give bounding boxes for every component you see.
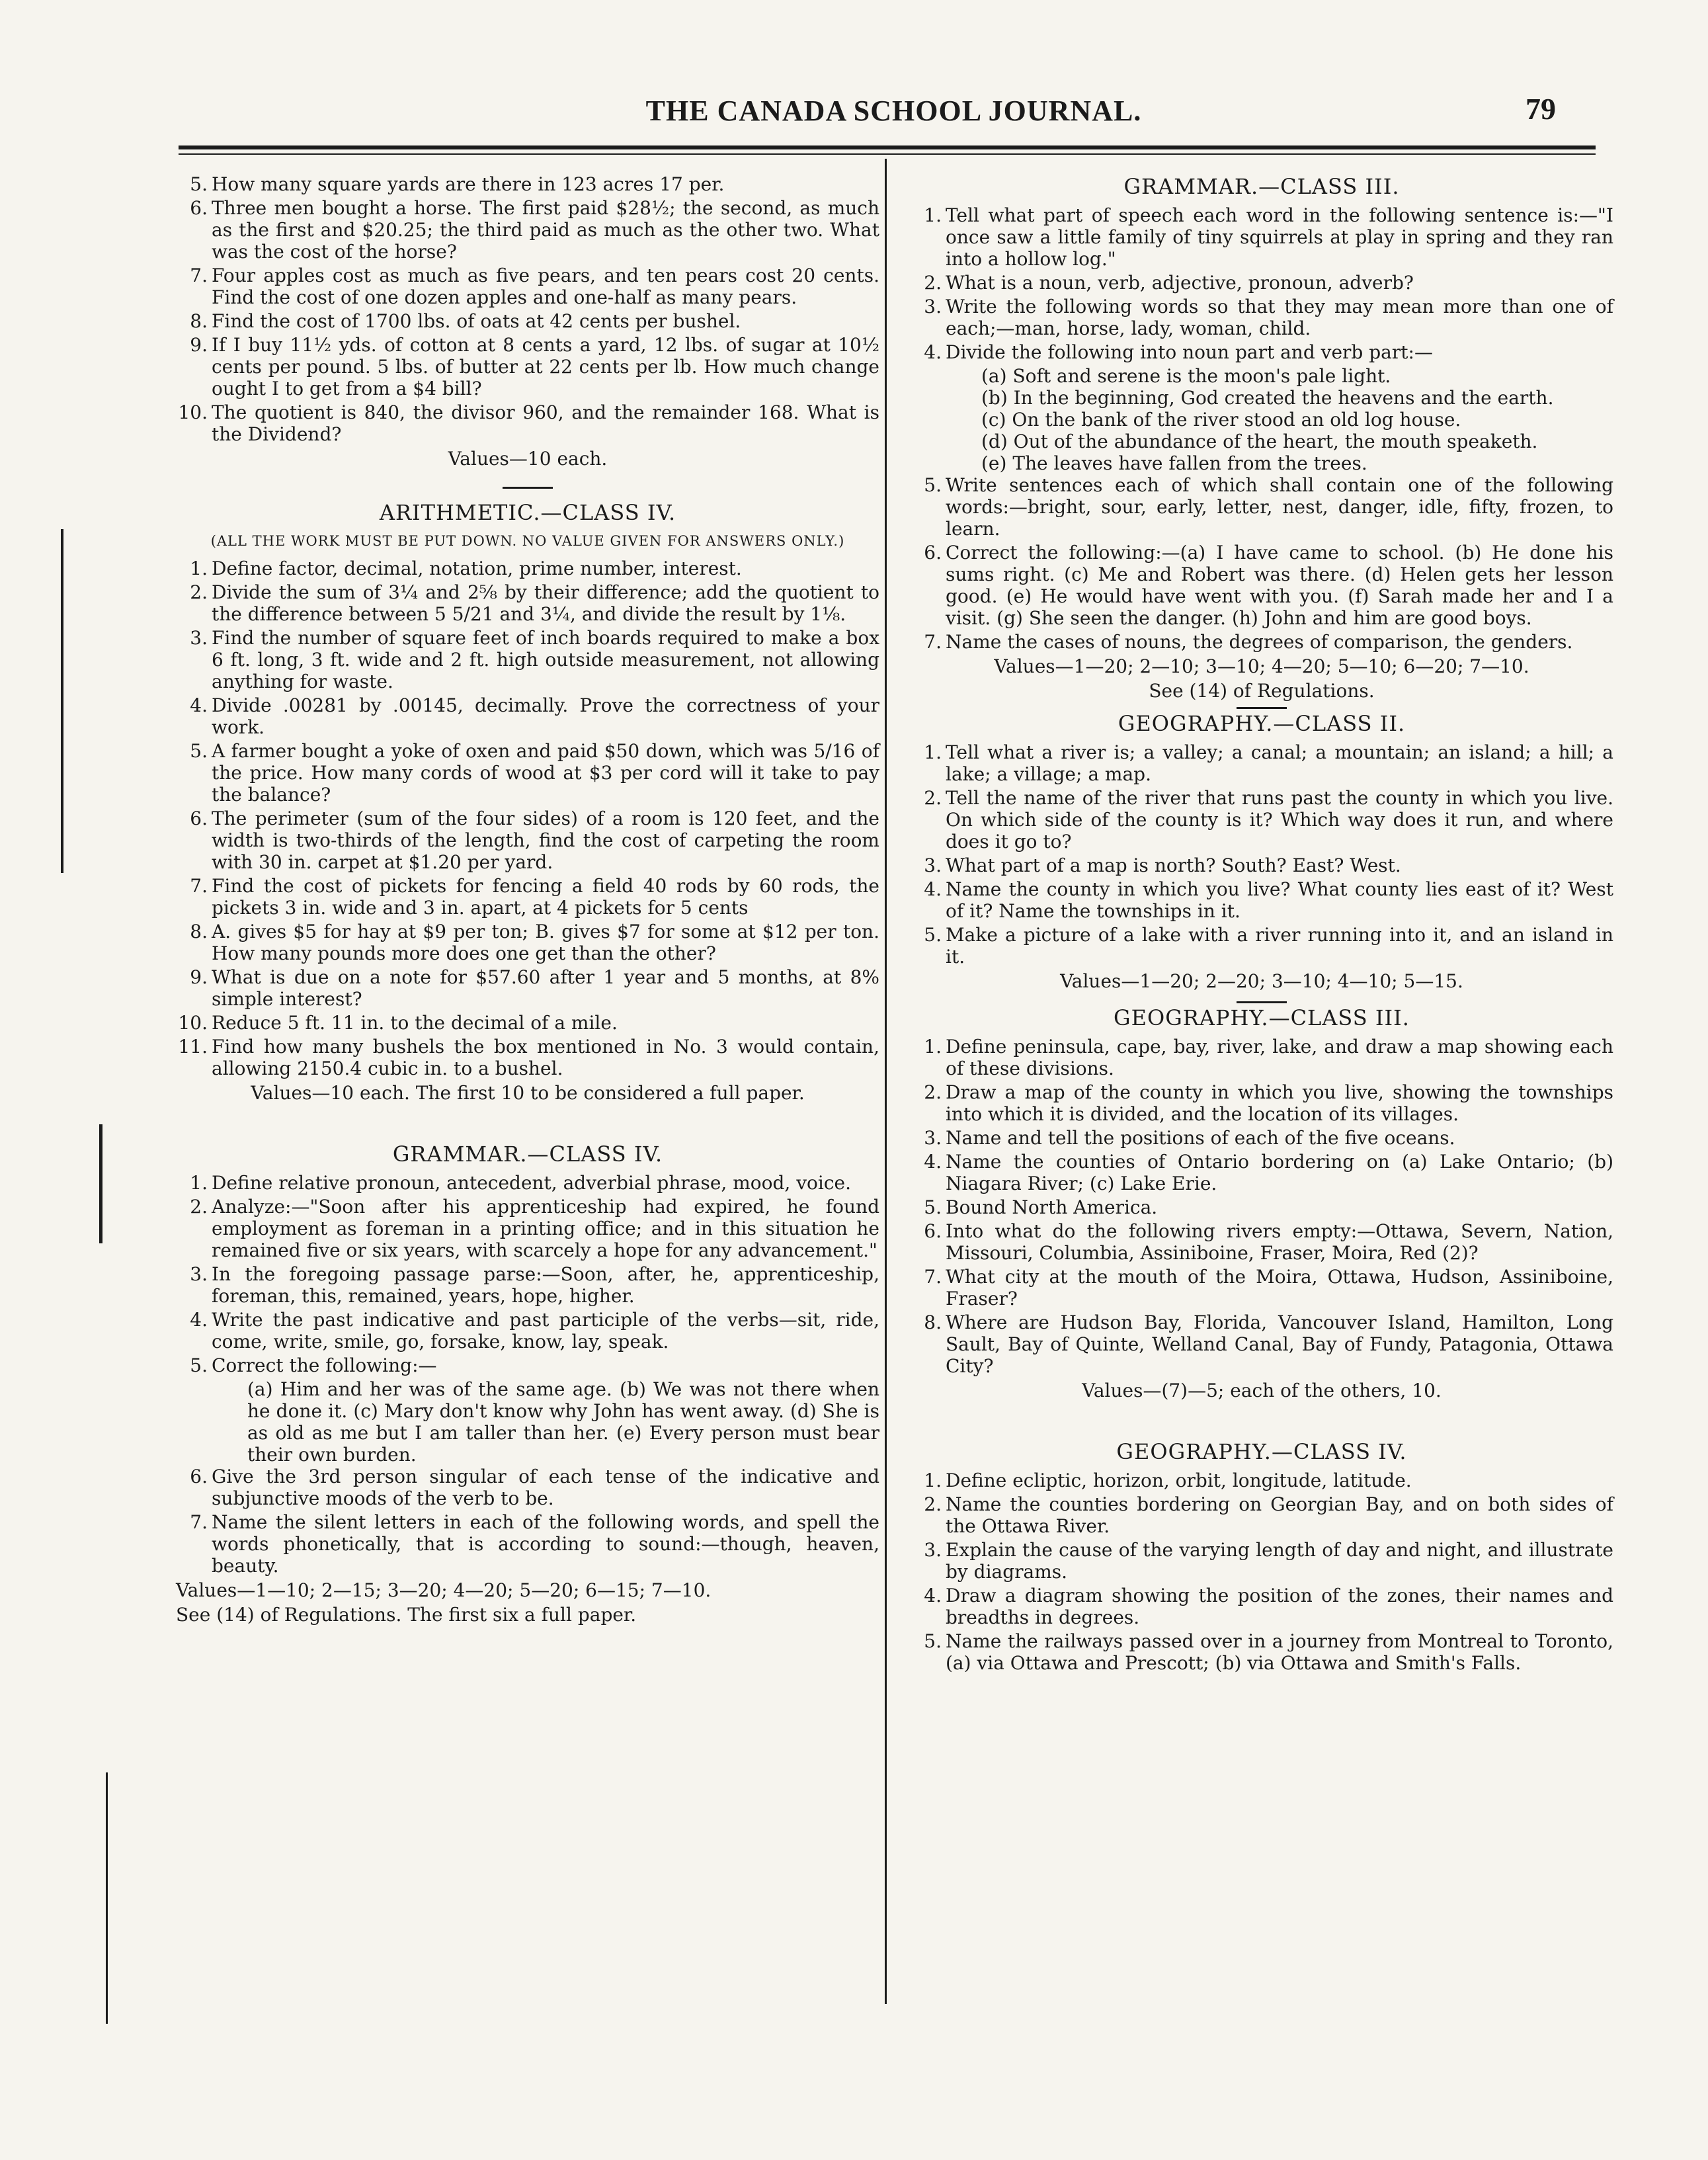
- question: [176, 627, 879, 692]
- question-subparts: (a) Him and her was of the same age. (b) We was not there when he done it. (c) Mary don't know why John has went away. (d) She is as old as me but I am taller than her. (e) Every person must bear their own burden.: [247, 1378, 879, 1466]
- question-number: 4.: [924, 341, 942, 363]
- question-number: 11.: [178, 1036, 208, 1058]
- question-text: Define ecliptic, horizon, orbit, longitude, latitude.: [946, 1470, 1412, 1491]
- question-number: 1.: [924, 204, 942, 226]
- question-number: 1.: [924, 1470, 942, 1491]
- question: [176, 740, 879, 806]
- question: [910, 1493, 1613, 1537]
- section-separator: [503, 487, 553, 489]
- question-text: Name the county in which you live? What county lies east of it? West of it? Name the townships in it.: [946, 878, 1613, 922]
- intro-questions: [176, 173, 879, 470]
- question-number: 7.: [924, 1266, 942, 1288]
- section-grammar-iii: [910, 176, 1613, 702]
- question-text: Define relative pronoun, antecedent, adverbial phrase, mood, voice.: [212, 1172, 851, 1194]
- question-text: Explain the cause of the varying length of day and night, and illustrate by diagrams.: [946, 1539, 1613, 1583]
- section-separator: [1237, 1001, 1287, 1003]
- question-text: In the foregoing passage parse:—Soon, after, he, apprenticeship, foreman, this, remained, years, hope, higher.: [212, 1263, 879, 1307]
- question-text: Name and tell the positions of each of the five oceans.: [946, 1127, 1455, 1149]
- question-number: 8.: [924, 1311, 942, 1333]
- question-number: 1.: [924, 741, 942, 763]
- values-line: Values—10 each. The first 10 to be considered a full paper.: [251, 1082, 805, 1104]
- question-text: Write the past indicative and past participle of the verbs—sit, ride, come, write, smile, go, forsake, know, lay, speak.: [212, 1309, 879, 1352]
- question: [910, 787, 1613, 852]
- question-subpart: (b) In the beginning, God created the heavens and the earth.: [981, 387, 1554, 409]
- question-number: 2.: [924, 1081, 942, 1103]
- question: [176, 265, 879, 308]
- question-text: Three men bought a horse. The first paid $28½; the second, as much as the first and $20.25; the third paid as much as the other two. What was the cost of the horse?: [212, 197, 879, 263]
- question: [910, 924, 1613, 968]
- journal-title: THE CANADA SCHOOL JOURNAL.: [645, 95, 1142, 127]
- question-text: Give the 3rd person singular of each tense of the indicative and subjunctive moods of the verb to be.: [212, 1466, 879, 1509]
- question-text: Define peninsula, cape, bay, river, lake, and draw a map showing each of these divisions.: [946, 1036, 1613, 1079]
- page-header: [179, 79, 1609, 139]
- question: [910, 1127, 1613, 1149]
- question-number: 3.: [924, 296, 942, 317]
- section-title: GEOGRAPHY.—CLASS III.: [1114, 1005, 1410, 1030]
- question-number: 3.: [924, 854, 942, 876]
- question-text: Write sentences each of which shall contain one of the following words:—bright, sour, early, letter, nest, danger, idle, fifty, frozen, to learn.: [946, 474, 1613, 540]
- section-separator: [1237, 707, 1287, 709]
- scan-mark: [99, 1124, 102, 1243]
- question: [910, 631, 1613, 653]
- question: [176, 966, 879, 1010]
- question-number: 7.: [190, 1511, 208, 1533]
- question-number: 2.: [924, 272, 942, 294]
- question-text: The perimeter (sum of the four sides) of a room is 120 feet, and the width is two-thirds of the length, find the cost of carpeting the room with 30 in. carpet at $1.20 per yard.: [212, 808, 879, 873]
- question-text: Reduce 5 ft. 11 in. to the decimal of a mile.: [212, 1012, 618, 1034]
- question: [176, 334, 879, 399]
- question-number: 3.: [924, 1127, 942, 1149]
- question-subpart: (a) Soft and serene is the moon's pale light.: [981, 365, 1391, 387]
- question-text: Where are Hudson Bay, Florida, Vancouver Island, Hamilton, Long Sault, Bay of Quinte, Welland Canal, Bay of Fundy, Patagonia, Ottawa City?: [946, 1311, 1613, 1377]
- question-text: What is due on a note for $57.60 after 1 year and 5 months, at 8% simple interest?: [212, 966, 879, 1010]
- section-geography-iii: [910, 1007, 1613, 1401]
- question-subpart: (d) Out of the abundance of the heart, the mouth speaketh.: [981, 431, 1538, 452]
- question: [910, 1470, 1613, 1491]
- question: [176, 558, 879, 579]
- question: [910, 296, 1613, 339]
- question-text: Bound North America.: [946, 1196, 1158, 1218]
- question-text: Find the cost of 1700 lbs. of oats at 42 cents per bushel.: [212, 310, 741, 332]
- section-title: GEOGRAPHY.—CLASS II.: [1118, 711, 1406, 736]
- question-number: 6.: [924, 1220, 942, 1242]
- question-number: 8.: [190, 310, 208, 332]
- scan-mark: [61, 529, 63, 873]
- question-number: 7.: [190, 265, 208, 286]
- question-text: Correct the following:—(a) I have came to school. (b) He done his sums right. (c) Me and Robert was there. (d) Helen gets her lesson good. (e) He would have went with you. (f) Sarah made her and I a visit. (g) She seen the danger. (h) John and him are good boys.: [946, 542, 1613, 629]
- question: [910, 1266, 1613, 1309]
- header-rule-thin: [179, 153, 1596, 155]
- question-text: Find the cost of pickets for fencing a field 40 rods by 60 rods, the pickets 3 in. wide and 3 in. apart, at 4 pickets for 5 cents: [212, 875, 879, 919]
- question: [910, 474, 1613, 540]
- page-number: 79: [1525, 92, 1556, 126]
- question: [910, 1539, 1613, 1583]
- question-number: 5.: [924, 474, 942, 496]
- question: [910, 1081, 1613, 1125]
- question-number: 7.: [924, 631, 942, 653]
- section-arithmetic-iv: [176, 502, 879, 1104]
- question-number: 4.: [924, 878, 942, 900]
- question: [176, 401, 879, 445]
- question-text: Name the counties bordering on Georgian Bay, and on both sides of the Ottawa River.: [946, 1493, 1613, 1537]
- question-number: 3.: [924, 1539, 942, 1561]
- question: [910, 341, 1613, 363]
- question-number: 4.: [190, 1309, 208, 1331]
- section-title: ARITHMETIC.—CLASS IV.: [379, 500, 676, 525]
- question-text: Find how many bushels the box mentioned in No. 3 would contain, allowing 2150.4 cubic in. to a bushel.: [212, 1036, 879, 1079]
- question: [176, 581, 879, 625]
- question: [176, 875, 879, 919]
- question: [910, 741, 1613, 785]
- values-note: See (14) of Regulations.: [1149, 680, 1375, 702]
- question-number: 5.: [190, 173, 208, 195]
- question-number: 8.: [190, 921, 208, 942]
- question-number: 10.: [178, 401, 208, 423]
- question-text: Define factor, decimal, notation, prime number, interest.: [212, 558, 742, 579]
- question-number: 9.: [190, 966, 208, 988]
- question-text: Tell the name of the river that runs past the county in which you live. On which side of the county is it? Which way does it run, and where does it go to?: [946, 787, 1613, 852]
- question-number: 2.: [190, 1196, 208, 1218]
- question-number: 6.: [924, 542, 942, 563]
- question-text: Tell what a river is; a valley; a canal; a mountain; an island; a hill; a lake; a village; a map.: [946, 741, 1613, 785]
- question: [910, 1585, 1613, 1628]
- question: [910, 1311, 1613, 1377]
- question: [176, 1309, 879, 1352]
- question: [910, 542, 1613, 629]
- question-text: Name the silent letters in each of the following words, and spell the words phonetically, that is according to sound:—though, heaven, beauty.: [212, 1511, 879, 1577]
- question: [176, 310, 879, 332]
- section-geography-ii: [910, 713, 1613, 992]
- section-title: GRAMMAR.—CLASS III.: [1123, 174, 1400, 199]
- question-number: 5.: [190, 740, 208, 762]
- question-text: The quotient is 840, the divisor 960, and the remainder 168. What is the Dividend?: [212, 401, 879, 445]
- question-text: Write the following words so that they may mean more than one of each;—man, horse, lady, woman, child.: [946, 296, 1613, 339]
- question-text: Divide the sum of 3¼ and 2⅝ by their difference; add the quotient to the difference between 5 5/21 and 3¼, and divide the result by 1⅛.: [212, 581, 879, 625]
- question-text: How many square yards are there in 123 acres 17 per.: [212, 173, 725, 195]
- question-text: Divide .00281 by .00145, decimally. Prove the correctness of your work.: [212, 694, 879, 738]
- question-text: Find the number of square feet of inch boards required to make a box 6 ft. long, 3 ft. wide and 2 ft. high outside measurement, not allowing anything for waste.: [212, 627, 879, 692]
- header-rule: [179, 145, 1596, 149]
- question: [910, 1036, 1613, 1079]
- section-title: GRAMMAR.—CLASS IV.: [392, 1142, 663, 1167]
- question-text: Analyze:—"Soon after his apprenticeship had expired, he found employment as foreman in a printing office; and in this situation he remained five or six years, with scarcely a hope for any advancement.": [212, 1196, 879, 1261]
- question: [910, 854, 1613, 876]
- question-text: A farmer bought a yoke of oxen and paid $50 down, which was 5/16 of the price. How many cords of wood at $3 per cord will it take to pay the balance?: [212, 740, 879, 806]
- section-note: (ALL THE WORK MUST BE PUT DOWN. NO VALUE GIVEN FOR ANSWERS ONLY.): [210, 533, 845, 549]
- question-number: 5.: [924, 924, 942, 946]
- column-divider: [885, 159, 887, 2004]
- question-number: 1.: [190, 558, 208, 579]
- question-text: What part of a map is north? South? East? West.: [946, 854, 1401, 876]
- question-text: A. gives $5 for hay at $9 per ton; B. gives $7 for some at $12 per ton. How many pounds more does one get than the other?: [212, 921, 879, 964]
- question: [910, 1196, 1613, 1218]
- question-number: 1.: [190, 1172, 208, 1194]
- left-column: [176, 173, 879, 1626]
- question: [176, 1012, 879, 1034]
- question-number: 2.: [190, 581, 208, 603]
- values-line: Values—1—20; 2—10; 3—10; 4—20; 5—10; 6—20; 7—10.: [994, 655, 1529, 677]
- question: [176, 1466, 879, 1509]
- values-line: Values—(7)—5; each of the others, 10.: [1082, 1380, 1442, 1401]
- question: [176, 1196, 879, 1261]
- values-line: Values—10 each.: [448, 448, 608, 470]
- question-text: Into what do the following rivers empty:—Ottawa, Severn, Nation, Missouri, Columbia, Assiniboine, Fraser, Moira, Red (2)?: [946, 1220, 1613, 1264]
- question-text: What city at the mouth of the Moira, Ottawa, Hudson, Assiniboine, Fraser?: [946, 1266, 1613, 1309]
- question-text: Name the counties of Ontario bordering on (a) Lake Ontario; (b) Niagara River; (c) Lake Erie.: [946, 1151, 1613, 1194]
- question-text: Name the railways passed over in a journey from Montreal to Toronto, (a) via Ottawa and Prescott; (b) via Ottawa and Smith's Falls.: [946, 1630, 1613, 1674]
- section-geography-iv: [910, 1441, 1613, 1674]
- values-note: See (14) of Regulations. The first six a full paper.: [176, 1604, 637, 1626]
- question-text: Make a picture of a lake with a river running into it, and an island in it.: [946, 924, 1613, 968]
- spacer: [176, 1104, 879, 1129]
- question-number: 4.: [924, 1151, 942, 1173]
- question: [176, 173, 879, 195]
- question: [176, 1172, 879, 1194]
- question-number: 6.: [190, 197, 208, 219]
- question: [910, 204, 1613, 270]
- section-title: GEOGRAPHY.—CLASS IV.: [1116, 1439, 1407, 1464]
- question-number: 4.: [190, 694, 208, 716]
- question: [176, 1263, 879, 1307]
- question-number: 4.: [924, 1585, 942, 1606]
- question-number: 7.: [190, 875, 208, 897]
- question: [910, 1151, 1613, 1194]
- question-text: If I buy 11½ yds. of cotton at 8 cents a yard, 12 lbs. of sugar at 10½ cents per pound. 5 lbs. of butter at 22 cents per lb. How much change ought I to get from a $4 bill?: [212, 334, 879, 399]
- question: [176, 694, 879, 738]
- question: [910, 1630, 1613, 1674]
- question-number: 10.: [178, 1012, 208, 1034]
- question-number: 2.: [924, 1493, 942, 1515]
- question-text: Draw a diagram showing the position of the zones, their names and breadths in degrees.: [946, 1585, 1613, 1628]
- values-line: Values—1—20; 2—20; 3—10; 4—10; 5—15.: [1060, 970, 1463, 992]
- values-line: Values—1—10; 2—15; 3—20; 4—20; 5—20; 6—15; 7—10.: [176, 1579, 712, 1601]
- question-number: 9.: [190, 334, 208, 356]
- question-subpart: (c) On the bank of the river stood an old log house.: [981, 409, 1461, 431]
- scan-mark: [106, 1772, 108, 2024]
- question-text: Draw a map of the county in which you live, showing the townships into which it is divided, and the location of its villages.: [946, 1081, 1613, 1125]
- question-number: 5.: [924, 1630, 942, 1652]
- question: [176, 1511, 879, 1577]
- question: [910, 1220, 1613, 1264]
- question-number: 5.: [190, 1354, 208, 1376]
- spacer: [910, 1401, 1613, 1427]
- question-number: 3.: [190, 1263, 208, 1285]
- question-text: Four apples cost as much as five pears, and ten pears cost 20 cents. Find the cost of one dozen apples and one-half as many pears.: [212, 265, 879, 308]
- question: [176, 1354, 879, 1376]
- question: [910, 878, 1613, 922]
- section-grammar-iv: [176, 1143, 879, 1626]
- question-text: Correct the following:—: [212, 1354, 437, 1376]
- question: [176, 921, 879, 964]
- question-text: What is a noun, verb, adjective, pronoun, adverb?: [946, 272, 1414, 294]
- question-subpart: (e) The leaves have fallen from the trees.: [981, 452, 1367, 474]
- question-number: 1.: [924, 1036, 942, 1058]
- right-column: [910, 173, 1613, 1676]
- question-number: 2.: [924, 787, 942, 809]
- question-text: Name the cases of nouns, the degrees of comparison, the genders.: [946, 631, 1573, 653]
- question-number: 6.: [190, 808, 208, 829]
- question-number: 5.: [924, 1196, 942, 1218]
- question-number: 3.: [190, 627, 208, 649]
- question: [176, 808, 879, 873]
- question-text: Tell what part of speech each word in the following sentence is:—"I once saw a little family of tiny squirrels at play in spring and they ran into a hollow log.": [946, 204, 1613, 270]
- question-number: 6.: [190, 1466, 208, 1487]
- question-text: Divide the following into noun part and verb part:—: [946, 341, 1433, 363]
- question: [910, 272, 1613, 294]
- question: [176, 197, 879, 263]
- question: [176, 1036, 879, 1079]
